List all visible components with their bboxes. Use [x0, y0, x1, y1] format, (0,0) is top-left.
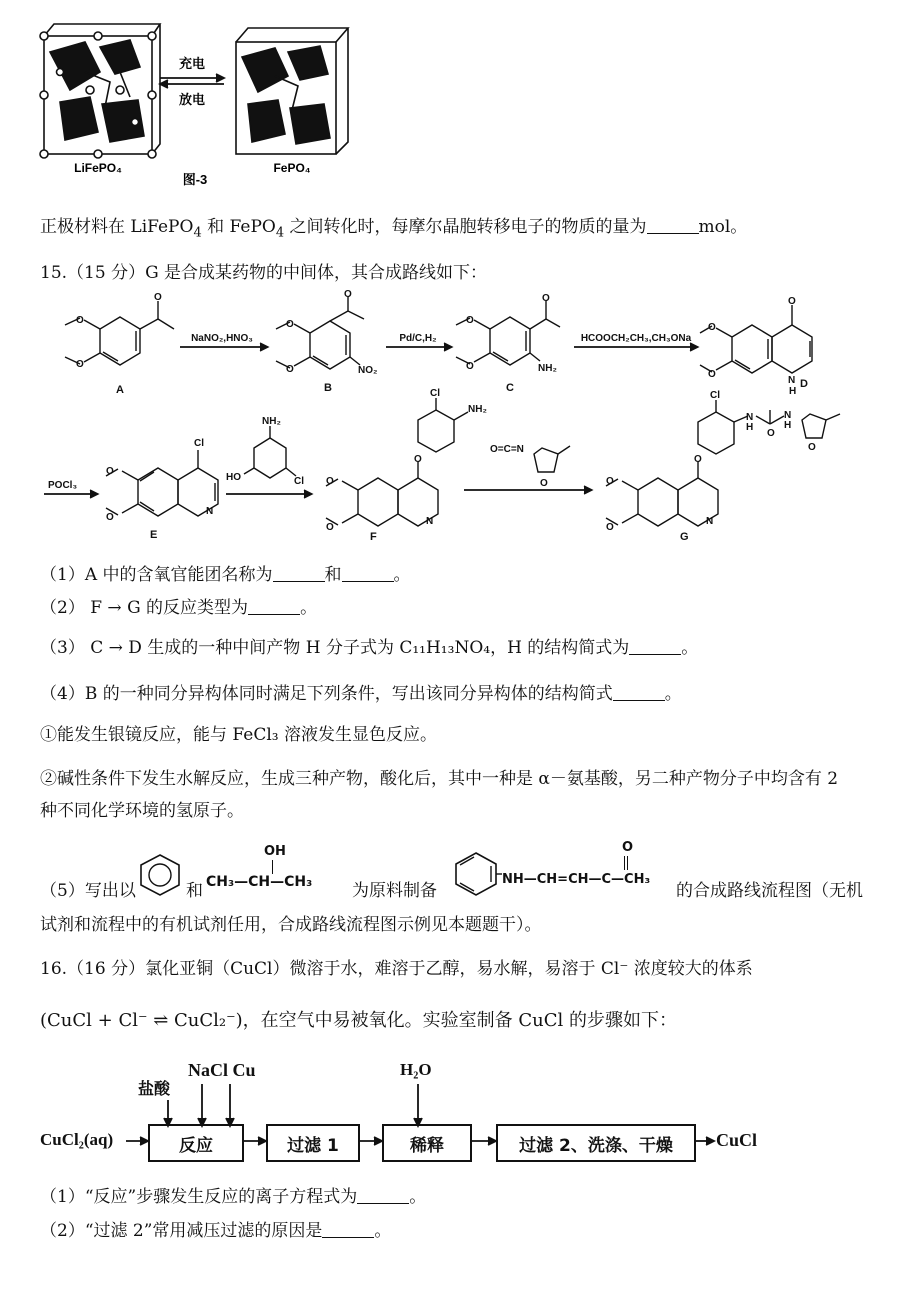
q15-sub-3: （3） C → D 生成的一种中间产物 H 分子式为 C₁₁H₁₃NO₄，H 的结构简式为 。 — [40, 638, 699, 658]
q15-sub-1: （1）A 中的含氧官能团名称为 和 。 — [40, 565, 411, 585]
q16-sub-1: （1）“反应”步骤发生反应的离子方程式为 。 — [40, 1187, 427, 1207]
svg-text:O: O — [694, 454, 702, 465]
svg-text:O: O — [106, 512, 114, 523]
svg-text:O: O — [414, 454, 422, 465]
q15-sub-2: （2） F → G 的反应类型为 。 — [40, 598, 318, 618]
flow-step-reaction: 反应 — [148, 1124, 244, 1162]
amino-group: NH₂ — [538, 363, 557, 374]
answer-blank — [629, 638, 681, 655]
svg-text:O: O — [708, 322, 716, 333]
fepo4-label: FePO₄ — [273, 161, 311, 175]
charge-discharge-arrows — [160, 74, 224, 88]
svg-text:N: N — [788, 375, 796, 386]
flow-reagent-hcl: 盐酸 — [138, 1079, 171, 1098]
label-d: D — [800, 378, 808, 390]
svg-text:O: O — [540, 478, 548, 489]
svg-text:H: H — [746, 422, 754, 433]
label-b: B — [324, 382, 332, 394]
svg-text:H: H — [784, 420, 792, 431]
svg-text:O: O — [76, 359, 84, 370]
benzene-structure — [136, 852, 184, 898]
answer-blank — [357, 1187, 409, 1204]
compound-d — [700, 305, 812, 373]
reagent-b-c: Pd/C,H₂ — [399, 333, 437, 344]
q15-sub-4: （4）B 的一种同分异构体同时满足下列条件，写出该同分异构体的结构简式 。 — [40, 684, 682, 704]
target-phenyl-ring — [450, 850, 502, 898]
reagent-aminochlorophenol — [244, 426, 296, 478]
reagent-d-e: POCl₃ — [48, 480, 78, 491]
svg-text:O: O — [286, 364, 294, 375]
compound-b — [276, 297, 364, 369]
svg-text:Cl: Cl — [194, 438, 204, 449]
compound-g — [606, 400, 840, 526]
svg-text:O: O — [542, 293, 550, 304]
flow-reagent-water: H₂O — [400, 1060, 432, 1079]
svg-text:O: O — [466, 361, 474, 372]
svg-text:O: O — [106, 466, 114, 477]
svg-text:O: O — [76, 315, 84, 326]
lifepo4-crystal-cell — [40, 24, 160, 158]
q16-line-2: (CuCl + Cl⁻ ⇌ CuCl₂⁻)，在空气中易被氧化。实验室制备 CuCl 的步骤如下： — [40, 1010, 677, 1031]
svg-text:N: N — [206, 506, 214, 517]
svg-text:O: O — [286, 319, 294, 330]
svg-text:O: O — [788, 296, 796, 307]
answer-blank — [273, 565, 325, 582]
svg-text:O: O — [344, 289, 352, 300]
synthesis-route-row-2 — [40, 390, 880, 550]
label-a: A — [116, 384, 124, 396]
figure-caption: 图-3 — [182, 172, 208, 187]
q15-condition-2a: ②碱性条件下发生水解反应，生成三种产物，酸化后，其中一种是 α－氨基酸，另二种产物分子中均含有 2 — [40, 769, 839, 789]
svg-text:H: H — [789, 386, 797, 397]
svg-text:Cl: Cl — [430, 388, 440, 399]
answer-blank — [248, 598, 300, 615]
svg-text:O: O — [326, 476, 334, 487]
svg-text:Cl: Cl — [710, 390, 720, 401]
q16-line-1: 16.（16 分）氯化亚铜（CuCl）微溶于水，难溶于乙醇，易水解，易溶于 Cl⁻ 浓度较大的体系 — [40, 959, 753, 979]
svg-text:NH₂: NH₂ — [468, 404, 487, 415]
label-e: E — [150, 529, 158, 541]
q15-sub-5-mid: 为原料制备 — [352, 881, 437, 901]
svg-text:N: N — [426, 516, 434, 527]
svg-text:O: O — [466, 315, 474, 326]
reagent-isocyanate — [534, 446, 570, 472]
label-g: G — [680, 531, 689, 543]
q14-tail-line: 正极材料在 LiFePO$_4$ 和 FePO$_4$ 之间转化时，每摩尔晶胞转移电子的物质的量为 mol。 — [40, 217, 748, 241]
flow-end: CuCl — [716, 1130, 758, 1150]
q15-sub-5-text: 的合成路线流程图（无机 — [676, 881, 863, 901]
svg-text:NH₂: NH₂ — [262, 416, 281, 427]
q15-sub-5-label: （5）写出以 — [40, 881, 136, 901]
answer-blank — [322, 1221, 374, 1238]
svg-text:O: O — [708, 369, 716, 380]
svg-text:O: O — [326, 522, 334, 533]
reagent-c-d: HCOOCH₂CH₃,CH₃ONa — [580, 333, 692, 344]
answer-blank — [647, 217, 699, 234]
figure-3 — [30, 12, 380, 192]
q15-condition-1: ①能发生银镜反应，能与 FeCl₃ 溶液发生显色反应。 — [40, 725, 437, 745]
svg-text:O: O — [606, 476, 614, 487]
svg-text:N: N — [784, 410, 792, 421]
q15-condition-2b: 种不同化学环境的氢原子。 — [40, 801, 244, 821]
compound-f — [326, 398, 468, 526]
cucl-flow-diagram — [40, 1060, 800, 1170]
compound-a — [65, 301, 174, 365]
nitro-group: NO₂ — [358, 365, 378, 376]
discharge-label: 放电 — [178, 92, 206, 107]
compound-e — [106, 450, 218, 516]
svg-text:N: N — [746, 412, 754, 423]
flow-start: CuCl₂(aq) — [40, 1130, 114, 1149]
charge-label: 充电 — [178, 56, 206, 71]
answer-blank — [342, 565, 394, 582]
svg-text:HO: HO — [226, 472, 241, 483]
q15-sub-5-and: 和 — [186, 881, 203, 901]
compound-c — [456, 301, 560, 365]
svg-text:O=C=N: O=C=N — [490, 444, 524, 455]
reagent-a-b: NaNO₂,HNO₃ — [191, 333, 253, 344]
flow-reagent-nacl-cu: NaCl Cu — [188, 1060, 256, 1080]
flow-step-dilute: 稀释 — [382, 1124, 472, 1162]
flow-step-filter-2: 过滤 2、洗涤、干燥 — [496, 1124, 696, 1162]
label-f: F — [370, 531, 377, 543]
lifepo4-label: LiFePO₄ — [74, 161, 122, 175]
svg-text:O: O — [154, 292, 162, 303]
q15-header: 15.（15 分）G 是合成某药物的中间体，其合成路线如下： — [40, 263, 488, 283]
q15-sub-5-text-2: 试剂和流程中的有机试剂任用，合成路线流程图示例见本题题干）。 — [40, 915, 542, 935]
fepo4-crystal-cell — [236, 28, 348, 154]
svg-text:O: O — [767, 428, 775, 439]
svg-text:O: O — [808, 442, 816, 453]
label-c: C — [506, 382, 514, 394]
q16-sub-2: （2）“过滤 2”常用减压过滤的原因是 。 — [40, 1221, 392, 1241]
svg-text:Cl: Cl — [294, 476, 304, 487]
answer-blank — [613, 684, 665, 701]
flow-step-filter-1: 过滤 1 — [266, 1124, 360, 1162]
svg-text:O: O — [606, 522, 614, 533]
svg-text:N: N — [706, 516, 714, 527]
